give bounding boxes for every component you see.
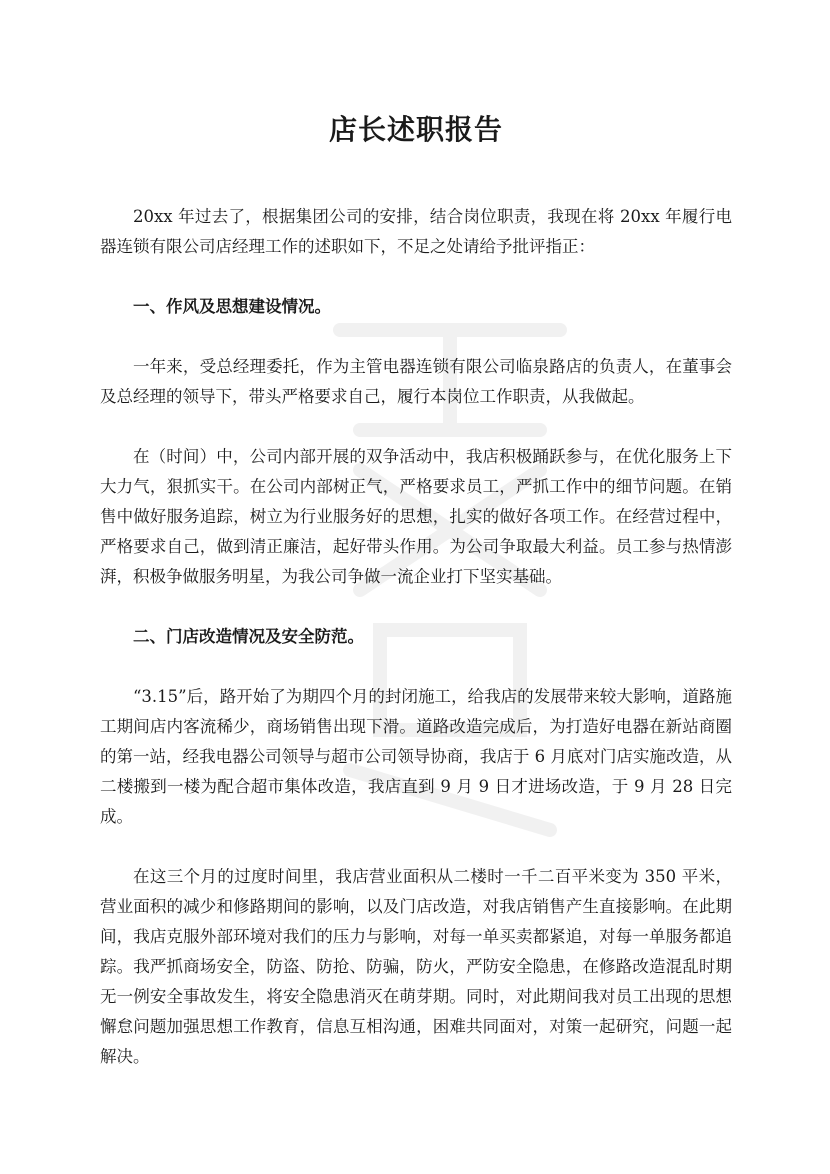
paragraph: 一年来，受总经理委托，作为主管电器连锁有限公司临泉路店的负责人，在董事会及总经理的领导下，带头严格要求自己，履行本岗位工作职责，从我做起。 [100,357,732,406]
document-body [100,104,732,1102]
paragraph: 在这三个月的过度时间里，我店营业面积从二楼时一千二百平米变为 350 平米，营业面积的减少和修路期间的影响，以及门店改造，对我店销售产生直接影响。在此期间，我店克服外部环境对我们的压力与影响，对每一单买卖都紧追，对每一单服务都追踪。我严抓商场安全，防盗、防抢、防骗，防火，严防安全隐患，在修路改造混乱时期无一例安全事故发生，将安全隐患消灭在萌芽期。同时，对此期间我对员工出现的思想懈怠问题加强思想工作教育，信息互相沟通，困难共同面对，对策一起研究，问题一起解决。 [100,867,732,1066]
section-heading: 一、作风及思想建设情况。 [133,297,331,316]
section-heading: 二、门店改造情况及安全防范。 [133,627,364,646]
paragraph: 在（时间）中，公司内部开展的双争活动中，我店积极踊跃参与，在优化服务上下大力气，狠抓实干。在公司内部树正气，严格要求员工，严抓工作中的细节问题。在销售中做好服务追踪，树立为行业服务好的思想，扎实的做好各项工作。在经营过程中，严格要求自己，做到清正廉洁，起好带头作用。为公司争取最大利益。员工参与热情澎湃，积极争做服务明星，为我公司争做一流企业打下坚实基础。 [100,447,732,586]
paragraph: “3.15”后，路开始了为期四个月的封闭施工，给我店的发展带来较大影响，道路施工期间店内客流稀少，商场销售出现下滑。道路改造完成后，为打造好电器在新站商圈的第一站，经我电器公司领导与超市公司领导协商，我店于 6 月底对门店实施改造，从二楼搬到一楼为配合超市集体改造，我店直到 9 月 9 日才进场改造，于 9 月 28 日完成。 [100,687,732,826]
document-title: 店长述职报告 [328,113,503,146]
intro-paragraph: 20xx 年过去了，根据集团公司的安排，结合岗位职责，我现在将 20xx 年履行电器连锁有限公司店经理工作的述职如下，不足之处请给予批评指正： [100,207,732,256]
